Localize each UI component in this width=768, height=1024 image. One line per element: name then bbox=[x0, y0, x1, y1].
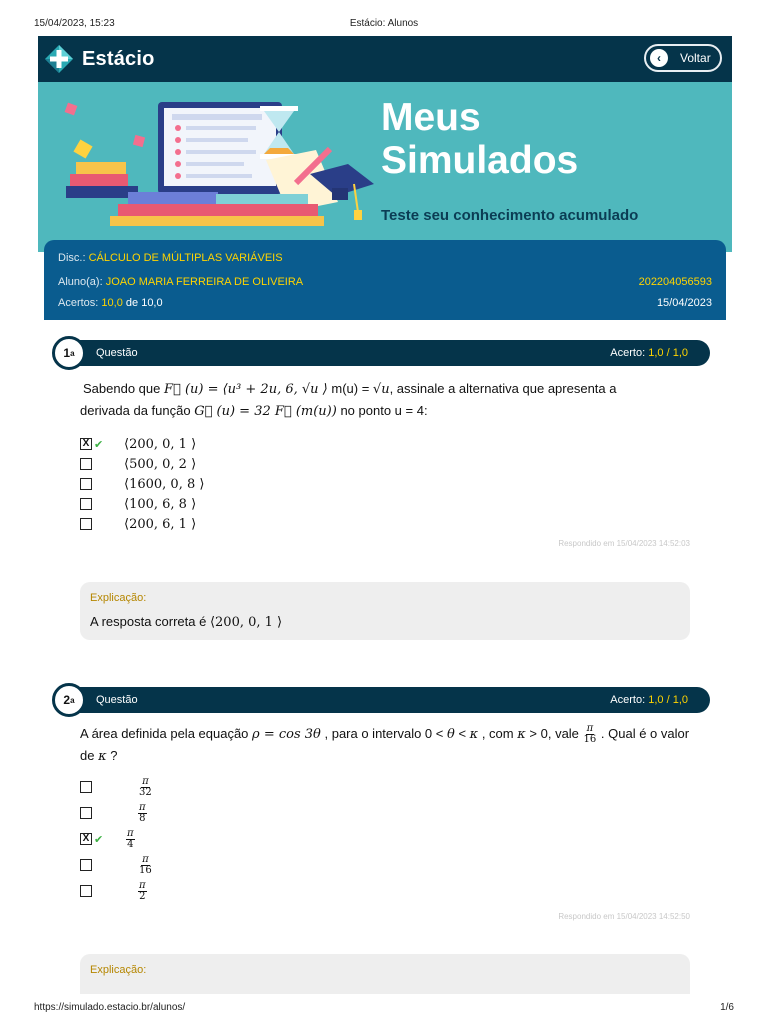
stmt-math: κ bbox=[98, 749, 107, 765]
stmt-text: A área definida pela equação bbox=[80, 726, 249, 741]
top-bar bbox=[38, 36, 732, 82]
option-checkbox[interactable] bbox=[80, 478, 92, 490]
score-value: 1,0 bbox=[648, 694, 664, 706]
fraction-numerator: π bbox=[127, 827, 134, 839]
answer-option[interactable] bbox=[80, 880, 147, 902]
back-button-label: Voltar bbox=[680, 51, 711, 65]
explanation-title: Explicação: bbox=[90, 964, 147, 976]
option-text: ⟨1600, 0, 8 ⟩ bbox=[124, 476, 205, 492]
stmt-text: no ponto u = 4: bbox=[340, 403, 428, 418]
question-1 bbox=[44, 340, 726, 650]
question-number-badge bbox=[52, 683, 86, 717]
chevron-left-icon: ‹ bbox=[650, 49, 668, 67]
stmt-text: > 0, vale bbox=[529, 726, 579, 741]
score-value: 1,0 bbox=[648, 347, 664, 359]
question-header bbox=[58, 687, 710, 713]
answer-option[interactable] bbox=[80, 495, 196, 513]
fraction-denominator: 8 bbox=[139, 812, 146, 824]
score-separator: / bbox=[666, 694, 670, 706]
explanation-body bbox=[90, 614, 282, 630]
hits-row bbox=[58, 297, 712, 313]
discipline-value: CÁLCULO DE MÚLTIPLAS VARIÁVEIS bbox=[88, 252, 283, 264]
question-statement bbox=[80, 378, 690, 422]
stmt-math: θ bbox=[447, 727, 455, 742]
fraction-denominator: 16 bbox=[139, 864, 152, 876]
stmt-text: m(u) = bbox=[331, 381, 370, 396]
option-checkbox[interactable] bbox=[80, 458, 92, 470]
fraction-denominator: 2 bbox=[139, 890, 146, 902]
option-checkbox[interactable] bbox=[80, 781, 92, 793]
question-label: Questão bbox=[96, 347, 138, 359]
option-text: ⟨500, 0, 2 ⟩ bbox=[124, 456, 197, 472]
explanation-title: Explicação: bbox=[90, 592, 147, 604]
brand-logo[interactable] bbox=[44, 44, 155, 74]
answer-option[interactable] bbox=[80, 828, 135, 850]
back-button[interactable] bbox=[644, 44, 722, 72]
question-label: Questão bbox=[96, 694, 138, 706]
question-score bbox=[610, 347, 688, 359]
explanation-math: ⟨200, 0, 1 ⟩ bbox=[209, 615, 283, 630]
answer-option[interactable] bbox=[80, 802, 147, 824]
exam-date: 15/04/2023 bbox=[656, 297, 712, 309]
stmt-text: de bbox=[80, 748, 95, 764]
stmt-text: Sabendo que bbox=[83, 381, 161, 396]
question-number-badge bbox=[52, 336, 86, 370]
stmt-text: < bbox=[458, 726, 467, 741]
answered-timestamp: Respondido em 15/04/2023 14:52:03 bbox=[558, 539, 690, 548]
page-title bbox=[381, 96, 578, 182]
page-subtitle: Teste seu conhecimento acumulado bbox=[381, 207, 639, 224]
question-number: 1 bbox=[63, 346, 71, 360]
option-fraction bbox=[126, 829, 135, 850]
score-max: 1,0 bbox=[672, 694, 688, 706]
stmt-math: κ bbox=[469, 727, 479, 742]
answer-option[interactable] bbox=[80, 776, 153, 798]
answer-option[interactable] bbox=[80, 455, 196, 473]
fraction-numerator: π bbox=[139, 879, 146, 891]
print-url: https://simulado.estacio.br/alunos/ bbox=[34, 1002, 186, 1013]
score-label: Acerto: bbox=[610, 347, 646, 359]
student-name: JOAO MARIA FERREIRA DE OLIVEIRA bbox=[105, 276, 304, 288]
print-datetime: 15/04/2023, 15:23 bbox=[34, 18, 115, 29]
option-checkbox[interactable] bbox=[80, 498, 92, 510]
fraction-denominator: 4 bbox=[127, 838, 134, 850]
option-fraction bbox=[138, 803, 147, 824]
answer-option[interactable] bbox=[80, 515, 196, 533]
brand-name: Estácio bbox=[82, 47, 155, 70]
print-header bbox=[0, 0, 768, 36]
option-text: ⟨200, 6, 1 ⟩ bbox=[124, 516, 197, 532]
stmt-text: , assinale a alternativa que apresenta a bbox=[389, 381, 617, 396]
fraction-denominator: 16 bbox=[583, 734, 597, 746]
checkmark-icon: ✔ bbox=[94, 438, 104, 451]
explanation-text: A resposta correta é bbox=[90, 614, 207, 629]
answered-timestamp: Respondido em 15/04/2023 14:52:50 bbox=[558, 912, 690, 921]
fraction-numerator: π bbox=[142, 853, 149, 865]
score-max: 1,0 bbox=[672, 347, 688, 359]
print-footer bbox=[0, 994, 768, 1024]
option-fraction bbox=[138, 777, 153, 798]
option-text: ⟨200, 0, 1 ⟩ bbox=[124, 436, 197, 452]
print-page-number: 1/6 bbox=[720, 1002, 734, 1013]
stmt-math: √u bbox=[372, 382, 390, 397]
answer-option[interactable] bbox=[80, 475, 204, 493]
question-2 bbox=[44, 687, 726, 997]
answer-option[interactable] bbox=[80, 435, 196, 453]
question-number: 2 bbox=[63, 693, 71, 707]
fraction-numerator: π bbox=[139, 801, 146, 813]
hits-value: 10,0 bbox=[101, 297, 123, 309]
fraction-numerator: π bbox=[586, 723, 594, 735]
page-title-line2: Simulados bbox=[381, 139, 579, 182]
stmt-fraction bbox=[583, 724, 598, 745]
question-statement bbox=[80, 723, 690, 767]
student-row bbox=[58, 276, 712, 292]
fraction-numerator: π bbox=[142, 775, 149, 787]
stmt-text: . Qual é o valor bbox=[600, 726, 690, 741]
page-title-line1: Meus bbox=[381, 96, 481, 139]
option-checkbox[interactable] bbox=[80, 807, 92, 819]
question-score bbox=[610, 694, 688, 706]
option-fraction bbox=[138, 855, 153, 876]
stmt-math: ρ = cos 3θ bbox=[252, 727, 321, 742]
stmt-math: κ bbox=[517, 727, 526, 742]
discipline-label: Disc.: bbox=[58, 252, 86, 264]
stmt-text: , com bbox=[481, 726, 514, 741]
score-separator: / bbox=[666, 347, 670, 359]
question-ordinal: a bbox=[70, 695, 75, 705]
option-checkbox[interactable]: X bbox=[80, 833, 92, 845]
discipline-row bbox=[58, 252, 712, 268]
stmt-text: , para o intervalo 0 < bbox=[324, 726, 444, 741]
stmt-math: G⃗ (u) = 32 F⃗ (m(u)) bbox=[194, 404, 337, 419]
estacio-logo-icon bbox=[44, 44, 74, 74]
hero-banner bbox=[38, 82, 732, 252]
student-label: Aluno(a): bbox=[58, 276, 103, 288]
print-doc-title: Estácio: Alunos bbox=[349, 18, 419, 29]
score-label: Acerto: bbox=[610, 694, 646, 706]
option-checkbox[interactable] bbox=[80, 885, 92, 897]
stmt-text: derivada da função bbox=[80, 403, 191, 418]
stmt-text: ? bbox=[110, 748, 118, 764]
checkmark-icon: ✔ bbox=[94, 833, 104, 846]
hits-total: de 10,0 bbox=[125, 297, 163, 309]
study-illustration bbox=[48, 82, 388, 252]
option-checkbox[interactable]: X bbox=[80, 438, 92, 450]
option-text: ⟨100, 6, 8 ⟩ bbox=[124, 496, 197, 512]
question-ordinal: a bbox=[70, 348, 75, 358]
hits-label: Acertos: bbox=[58, 297, 99, 309]
option-fraction bbox=[138, 881, 147, 902]
student-id: 202204056593 bbox=[638, 276, 712, 288]
question-header bbox=[58, 340, 710, 366]
stmt-math: F⃗ (u) = ⟨u³ + 2u, 6, √u ⟩ bbox=[163, 382, 328, 397]
option-checkbox[interactable] bbox=[80, 859, 92, 871]
fraction-denominator: 32 bbox=[139, 786, 152, 798]
answer-option[interactable] bbox=[80, 854, 153, 876]
exam-info-panel bbox=[44, 240, 726, 320]
option-checkbox[interactable] bbox=[80, 518, 92, 530]
explanation-box bbox=[80, 582, 690, 640]
